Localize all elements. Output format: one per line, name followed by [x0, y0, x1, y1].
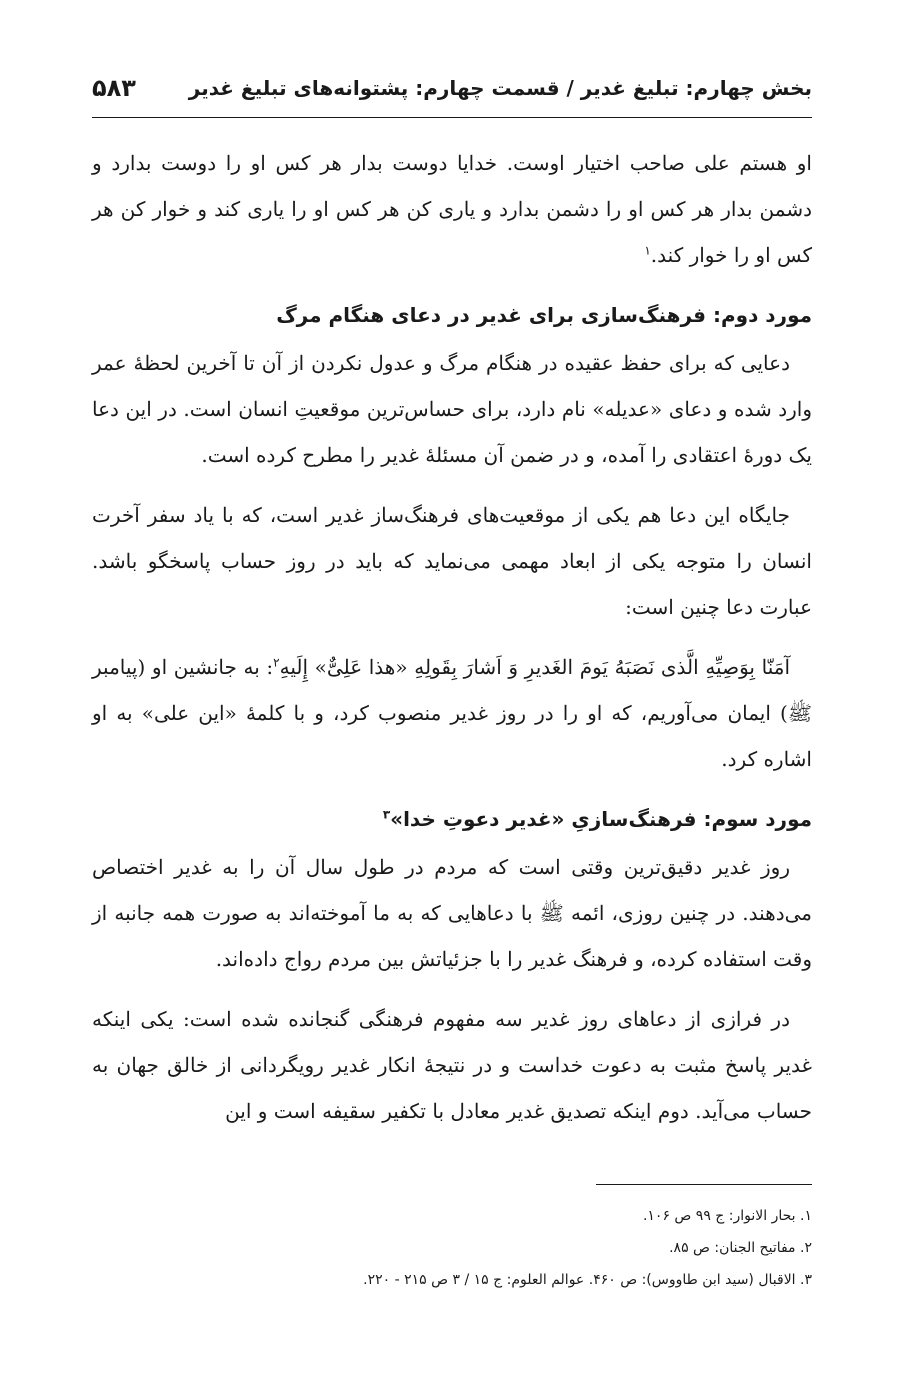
book-page	[92, 0, 812, 1390]
paragraph-ghadir-day: روز غدیر دقیق‌ترین وقتی است که مردم در طول سال آن را به غدیر اختصاص می‌دهند. در چنین روزی، ائمه ﷺ با دعاهایی که به ما آموخته‌اند به صورت همه جانبه از وقت استفاده کرده، و فرهنگ غدیر را با جزئیاتش بین مردم رواج داده‌اند.	[92, 855, 812, 971]
paragraph-prayer-quote	[92, 644, 812, 782]
paragraph-hadith-ending	[92, 140, 812, 278]
section-heading-2: مورد دوم: فرهنگ‌سازی برای غدیر در دعای هنگام مرگ	[276, 303, 812, 327]
footnote-ref-3: ۳	[382, 807, 391, 822]
footnote-2: ۲. مفاتیح الجنان: ص ۸۵.	[669, 1240, 812, 1256]
page-number: ۵۸۳	[92, 74, 136, 102]
footnote-3: ۳. الاقبال (سید ابن طاووس): ص ۴۶۰. عوالم العلوم: ج ۱۵ / ۳ ص ۲۱۵ - ۲۲۰.	[363, 1272, 812, 1288]
footnote-ref-1: ۱	[644, 243, 651, 258]
header-rule	[92, 117, 812, 118]
heading-text: مورد سوم: فرهنگ‌سازیِ «غدیر دعوتِ خدا»	[390, 807, 812, 831]
paragraph-adileh-prayer: دعایی که برای حفظ عقیده در هنگام مرگ و عدول نکردن از آن تا آخرین لحظهٔ عمر وارد شده و دعای «عدیله» نام دارد، برای حساس‌ترین موقعیتِ انسان است. در این دعا یک دورهٔ اعتقادی را آمده، و در ضمن آن مسئلهٔ غدیر را مطرح کرده است.	[92, 351, 812, 467]
footnote-1: ۱. بحار الانوار: ج ۹۹ ص ۱۰۶.	[642, 1208, 812, 1224]
paragraph-prayer-position: جایگاه این دعا هم یکی از موقعیت‌های فرهنگ‌ساز غدیر است، که با یاد سفر آخرت انسان را متوجه یکی از ابعاد مهمی می‌نماید که باید در روز حساب پاسخگو باشد. عبارت دعا چنین است:	[92, 503, 812, 619]
page-header	[92, 66, 812, 110]
arabic-quote: آمَنّا بِوَصِیِّهِ الَّذی نَصَبَهُ یَومَ الغَدیرِ وَ اَشارَ بِقَولِهِ «هذا عَلِیٌّ» إِلَیهِ	[279, 655, 790, 679]
running-head: بخش چهارم: تبلیغ غدیر / قسمت چهارم: پشتوانه‌های تبلیغ غدیر	[188, 76, 812, 100]
paragraph-three-concepts: در فرازی از دعاهای روز غدیر سه مفهوم فرهنگی گنجانده شده است: یکی اینکه غدیر پاسخ مثبت به دعوت خداست و در نتیجهٔ انکار غدیر رویگردانی از خالق جهان به حساب می‌آید. دوم اینکه تصدیق غدیر معادل با تکفیر سقیفه است و این	[92, 1007, 812, 1123]
section-heading-3	[92, 796, 812, 842]
footnote-ref-2: ۲	[273, 655, 280, 670]
quote-translation: : به جانشین او (پیامبر ﷺ) ایمان می‌آوریم، که او را در روز غدیر منصوب کرد، و با کلمهٔ «این علی» به او اشاره کرد.	[92, 655, 812, 771]
main-text	[92, 140, 812, 1134]
paragraph-text: او هستم علی صاحب اختیار اوست. خدایا دوست بدار هر کس او را دوست بدارد و دشمن بدار هر کس او را دشمن بدارد و یاری کن هر کس او را یاری کند و خوار کن هر کس او را خوار کند.	[92, 151, 812, 267]
footnote-rule	[596, 1184, 812, 1185]
footnotes	[92, 1200, 812, 1296]
